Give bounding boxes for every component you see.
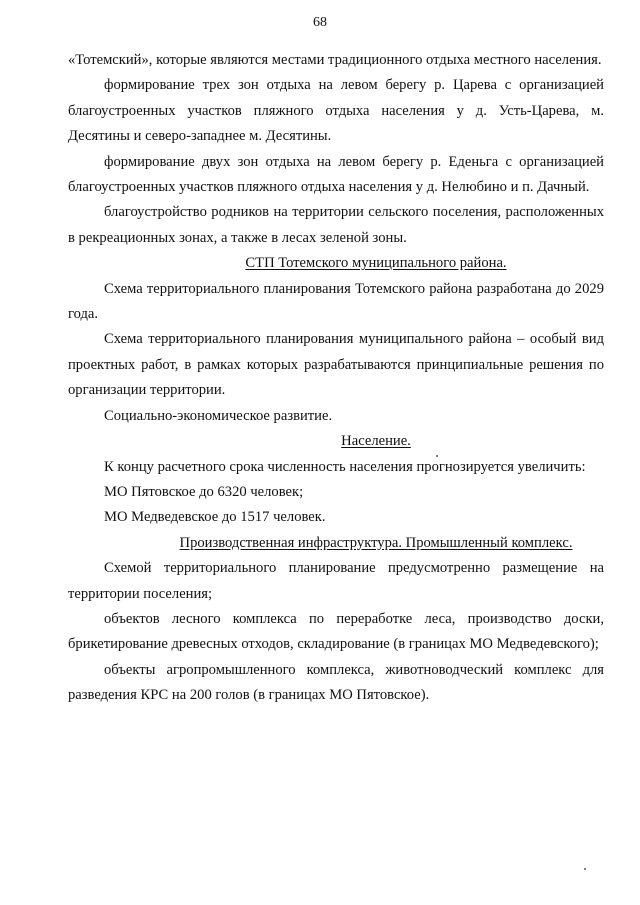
paragraph-medvedevskoe-population: МО Медведевское до 1517 человек. [104, 509, 326, 526]
section-heading-industry-text: Производственная инфраструктура. Промышленный комплекс. [179, 534, 573, 551]
paragraph-edenga-rest-zones: формирование двух зон отдыха на левом берегу р. Еденьга с организацией благоустроенных участков пляжного отдыха населения у д. Нелюбино и п. Дачный. [68, 153, 604, 196]
section-heading-stp-text: СТП Тотемского муниципального района. [245, 255, 507, 272]
scan-speck [436, 455, 438, 457]
paragraph-springs-improvement: благоустройство родников на территории сельского поселения, расположенных в рекреационных зонах, а также в лесах зеленой зоны. [68, 204, 604, 246]
paragraph-tsareva-rest-zones: формирование трех зон отдыха на левом берегу р. Царева с организацией благоустроенных участков пляжного отдыха населения у д. Усть-Царева, м. Десятины и северо-западнее м. Десятины. [68, 77, 604, 145]
section-heading-population-text: Население. [341, 433, 411, 450]
paragraph-scheme-until-2029: Схема территориального планирования Тотемского района разработана до 2029 года. [68, 280, 604, 323]
paragraph-forest-complex: объектов лесного комплекса по переработке леса, производство доски, брикетирование древесных отходов, складирование (в границах МО Медведевского); [68, 610, 604, 653]
paragraph-totemsky-rest-places: «Тотемский», которые являются местами традиционного отдыха местного населения. [68, 52, 602, 68]
scan-speck [584, 868, 586, 870]
page-number: 68 [313, 15, 327, 30]
paragraph-socio-economic: Социально-экономическое развитие. [104, 407, 333, 424]
paragraph-scheme-definition: Схема территориального планирования муниципального района – особый вид проектных работ, в рамках которых разрабатываются принципиальные решения по организации территории. [68, 331, 604, 399]
paragraph-placement-scheme: Схемой территориального планирование предусмотренно размещение на территории поселения; [68, 560, 604, 602]
section-heading-population [68, 429, 604, 454]
section-heading-stp [68, 251, 604, 276]
paragraph-pyatovskoe-population: МО Пятовское до 6320 человек; [104, 483, 304, 500]
paragraph-agro-complex: объекты агропромышленного комплекса, животноводческий комплекс для разведения КРС на 200 голов (в границах МО Пятовское). [68, 661, 604, 704]
paragraph-population-forecast: К концу расчетного срока численность населения прогнозируется увеличить: [104, 458, 586, 475]
document-body [68, 48, 604, 709]
section-heading-industry [68, 531, 604, 556]
